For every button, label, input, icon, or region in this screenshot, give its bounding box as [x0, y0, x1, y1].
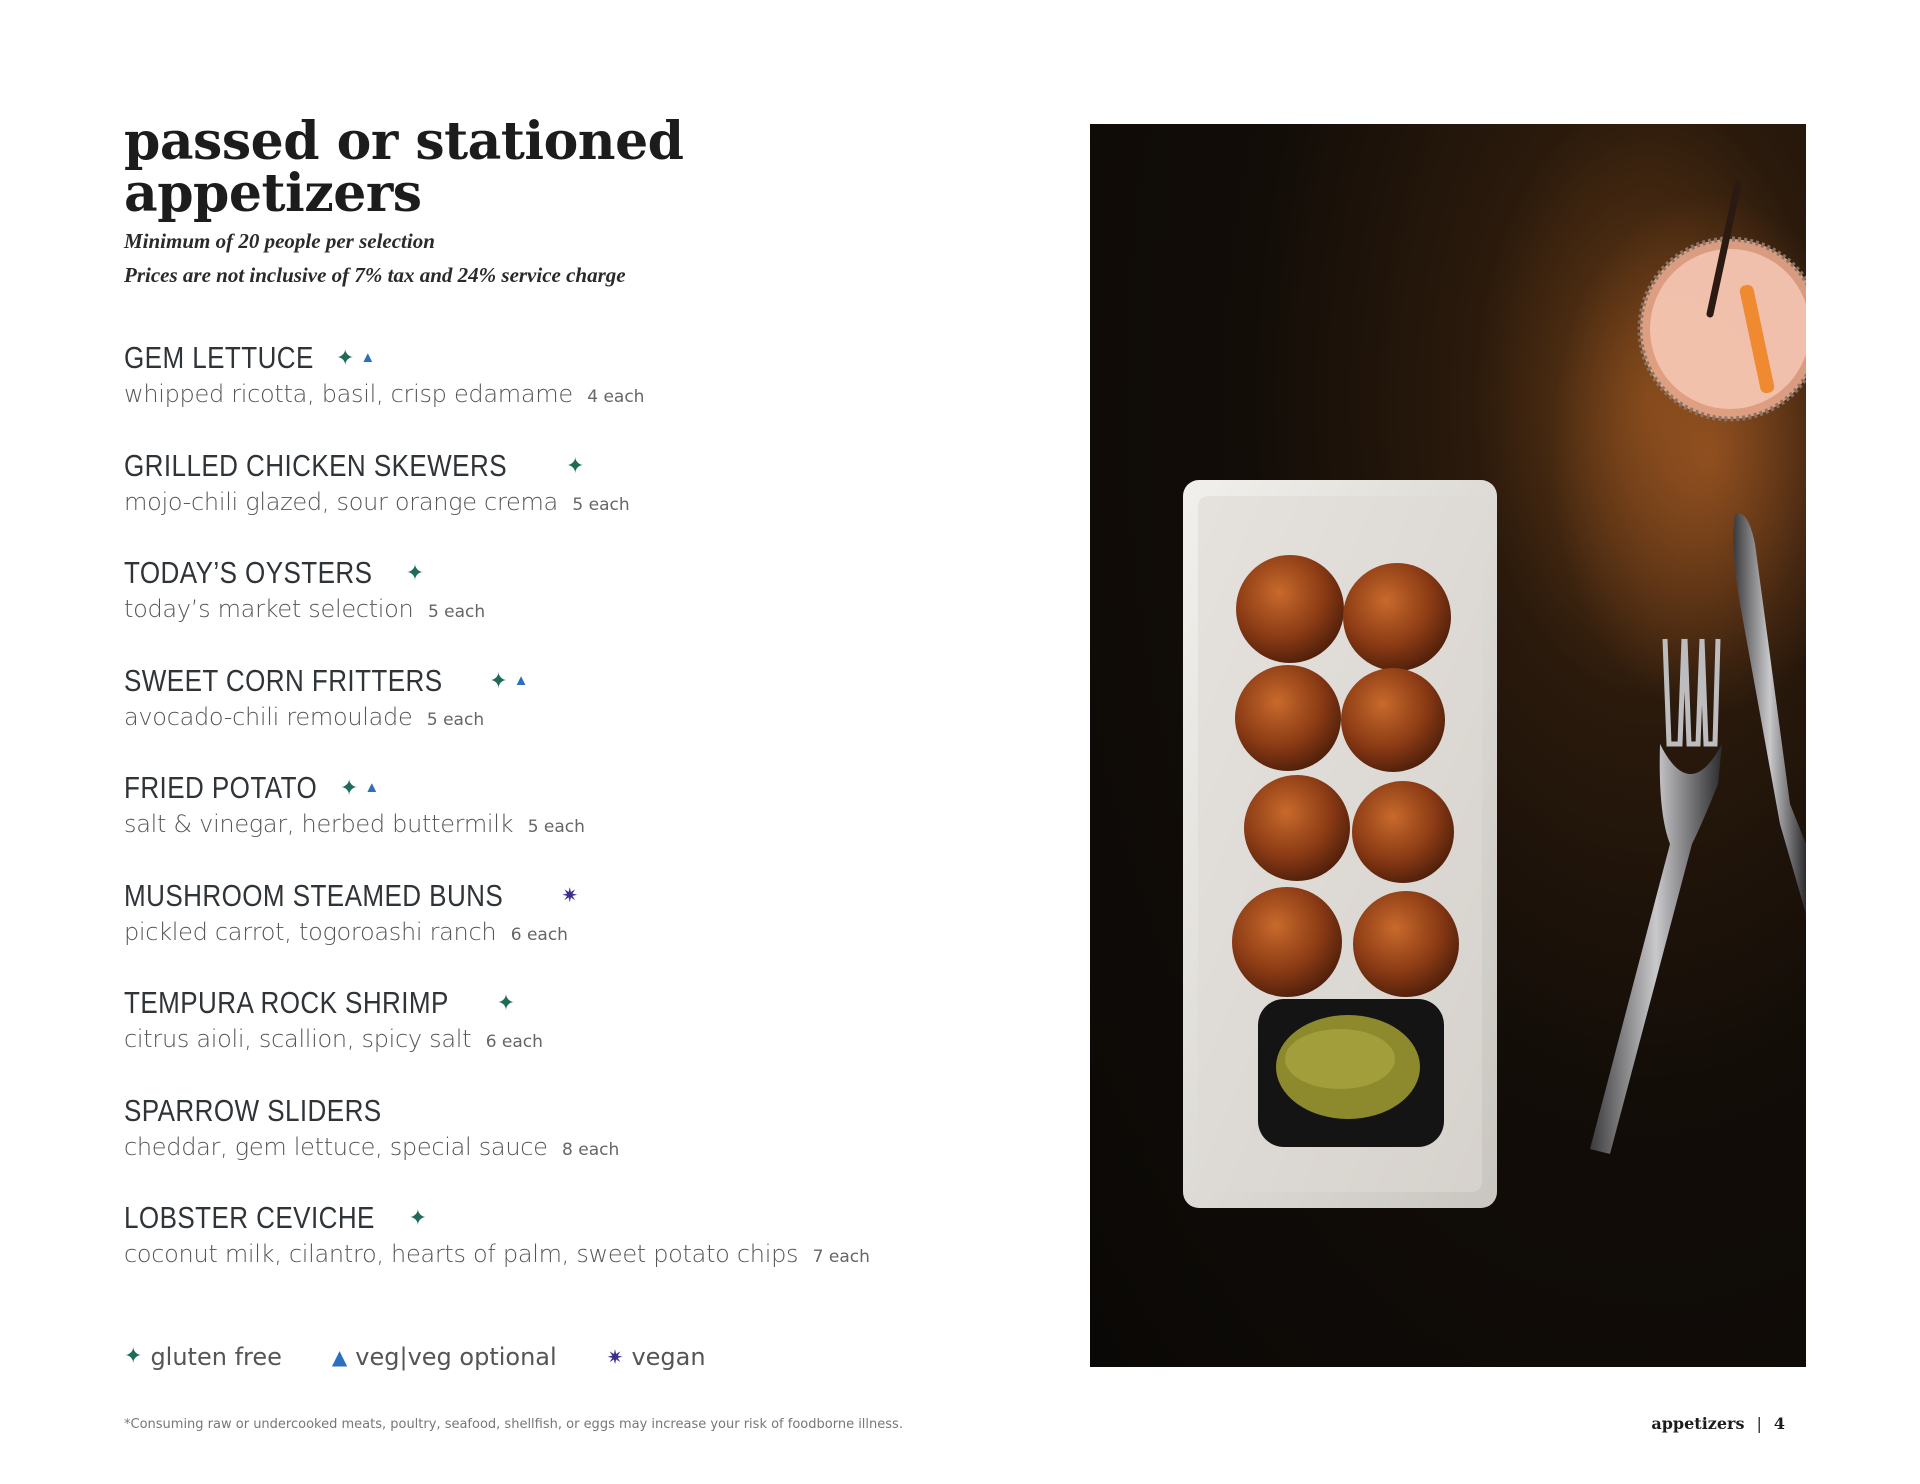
gluten-free-icon: ✦ [496, 990, 516, 1015]
dietary-markers [561, 884, 579, 907]
veg-icon: ▲ [360, 349, 376, 366]
legend-label: vegan [631, 1343, 706, 1371]
menu-item [124, 1091, 884, 1199]
item-name: TEMPURA ROCK SHRIMP [124, 985, 449, 1020]
menu-item [124, 553, 884, 661]
menu-item [124, 1198, 884, 1306]
item-description: citrus aioli, scallion, spicy salt [124, 1025, 472, 1053]
dietary-legend [124, 1343, 706, 1371]
menu-item [124, 983, 884, 1091]
item-description: today’s market selection [124, 595, 414, 623]
item-price: 5 each [426, 709, 485, 730]
item-description: pickled carrot, togoroashi ranch [124, 917, 497, 946]
item-name: SPARROW SLIDERS [124, 1092, 382, 1128]
dietary-markers [565, 452, 585, 478]
item-description: cheddar, gem lettuce, special sauce [124, 1132, 548, 1161]
vegan-icon: ✷ [561, 884, 579, 907]
dipping-sauce [1258, 999, 1444, 1147]
menu-items-list [124, 338, 884, 1306]
page-reference [1651, 1414, 1785, 1433]
legend-label: veg|veg optional [355, 1343, 557, 1371]
legend-vegan [607, 1343, 706, 1371]
dietary-markers [408, 1205, 428, 1230]
menu-item [124, 768, 884, 876]
menu-item [124, 876, 884, 984]
dietary-markers [405, 560, 425, 585]
fork [1590, 639, 1722, 1154]
veg-icon: ▲ [364, 779, 380, 796]
item-description: whipped ricotta, basil, crisp edamame [124, 380, 573, 408]
minimum-note: Minimum of 20 people per selection [124, 229, 435, 253]
menu-item [124, 338, 884, 446]
dietary-markers [489, 667, 529, 693]
veg-icon: ▲ [331, 1345, 348, 1369]
separator: | [1756, 1414, 1762, 1433]
gluten-free-icon: ✦ [335, 345, 355, 370]
legend-gluten-free [124, 1343, 282, 1371]
item-name: MUSHROOM STEAMED BUNS [124, 877, 504, 913]
legend-veg [332, 1343, 557, 1371]
item-description: avocado-chili remoulade [124, 702, 413, 731]
food-photo-illustration [1090, 124, 1806, 1367]
item-price: 8 each [562, 1139, 620, 1160]
item-description: coconut milk, cilantro, hearts of palm, sweet potato chips [124, 1240, 799, 1268]
gluten-free-icon: ✦ [124, 1344, 143, 1369]
dietary-markers [339, 775, 380, 800]
page-number: 4 [1773, 1414, 1785, 1433]
dietary-markers [496, 990, 516, 1015]
menu-item [124, 661, 884, 769]
legend-label: gluten free [150, 1343, 282, 1371]
veg-icon: ▲ [513, 671, 529, 689]
title-line-1: passed or stationed [124, 111, 684, 172]
gluten-free-icon: ✦ [405, 560, 425, 585]
menu-item [124, 446, 884, 554]
item-name: GRILLED CHICKEN SKEWERS [124, 447, 507, 483]
item-name: GEM LETTUCE [124, 340, 314, 375]
item-price: 5 each [572, 494, 630, 515]
item-name: SWEET CORN FRITTERS [124, 662, 443, 698]
item-price: 5 each [427, 602, 486, 622]
item-price: 7 each [812, 1247, 870, 1267]
gluten-free-icon: ✦ [565, 452, 585, 478]
pricing-note: Prices are not inclusive of 7% tax and 24% service charge [124, 263, 626, 287]
item-description: salt & vinegar, herbed buttermilk [124, 810, 514, 838]
gluten-free-icon: ✦ [489, 667, 508, 693]
item-name: TODAY’S OYSTERS [124, 555, 373, 590]
item-price: 6 each [510, 924, 568, 945]
section-name: appetizers [1651, 1414, 1745, 1433]
item-price: 6 each [485, 1032, 543, 1052]
vegan-icon: ✷ [606, 1345, 624, 1369]
foodborne-illness-footnote: *Consuming raw or undercooked meats, poultry, seafood, shellfish, or eggs may increase your risk of foodborne illness. [124, 1417, 903, 1432]
item-name: FRIED POTATO [124, 770, 318, 805]
item-description: mojo-chili glazed, sour orange crema [124, 487, 558, 516]
dietary-markers [335, 345, 376, 370]
food-photo [1090, 124, 1806, 1367]
title-line-2: appetizers [124, 163, 422, 224]
item-price: 4 each [587, 387, 645, 407]
gluten-free-icon: ✦ [339, 775, 359, 800]
gluten-free-icon: ✦ [408, 1205, 428, 1230]
page-title [124, 111, 684, 224]
item-name: LOBSTER CEVICHE [124, 1200, 375, 1235]
item-price: 5 each [527, 817, 585, 837]
